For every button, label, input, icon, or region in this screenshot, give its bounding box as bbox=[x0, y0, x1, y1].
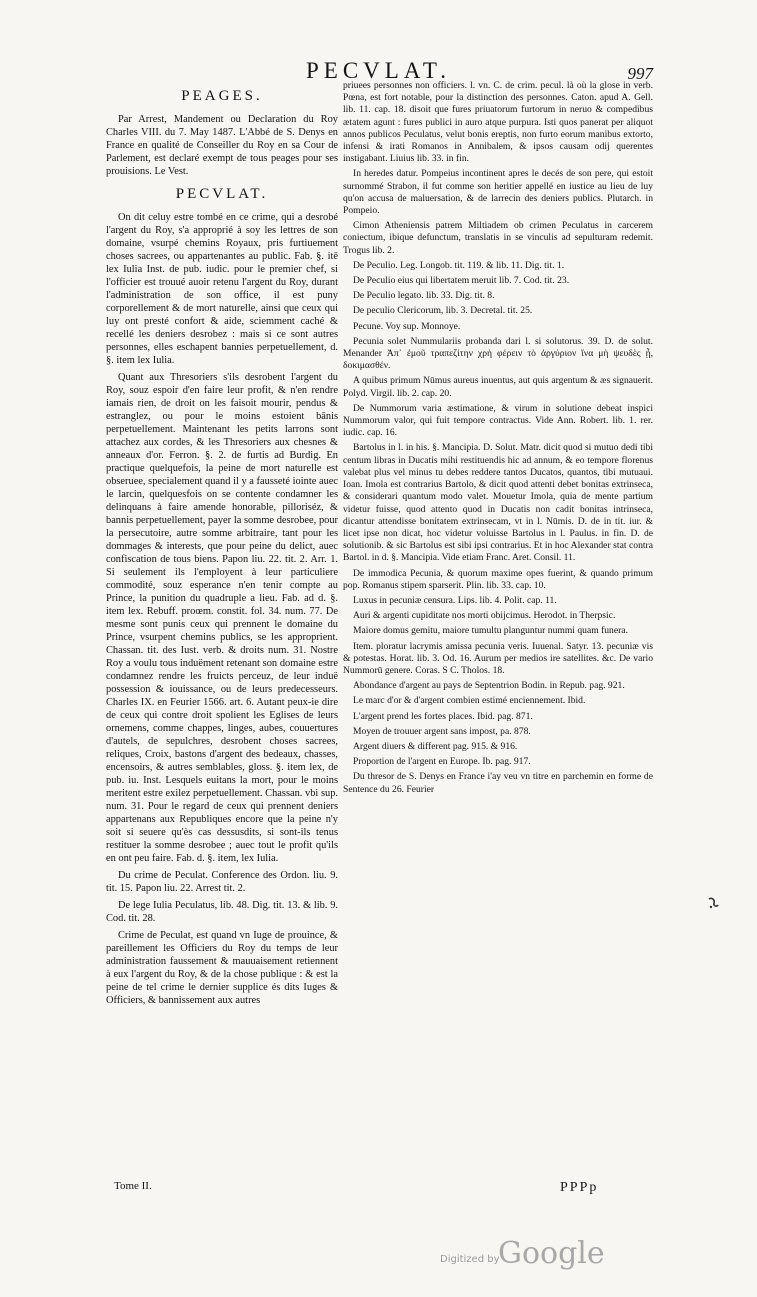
paragraph: Abondance d'argent au pays de Septentrion Bodin. in Repub. pag. 921. bbox=[353, 680, 625, 692]
paragraph: Du crime de Peculat. Conference des Ordon. liu. 9. tit. 15. Papon liu. 22. Arrest tit. 2. bbox=[106, 870, 338, 894]
paragraph: Crime de Peculat, est quand vn Iuge de prouince, & pareillement les Officiers du Roy du temps de leur administration faussement & mauuaisement retiennent à eux l'argent du Roy, & de la chose publique : & est la peine de tel crime le dernier supplice és dits Iuges & Officiers, & bannissement aux autres bbox=[106, 930, 338, 1006]
right-column bbox=[343, 80, 653, 799]
paragraph: Par Arrest, Mandement ou Declaration du Roy Charles VIII. du 7. May 1487. L'Abbé de S. Denys en France en qualité de Conseiller du Roy en sa Cour de Parlement, est declaré exempt de tous peages pour ses prouisions. Le Vest. bbox=[106, 114, 338, 177]
paragraph: De Nummorum varia æstimatione, & virum in solutione debeat inspici Nummorum valor, qui fuit tempore contractus. Vide Ann. Robert. lib. 1. rer. iudic. cap. 16. bbox=[343, 402, 653, 439]
paragraph: Item. ploratur lacrymis amissa pecunia veris. Iuuenal. Satyr. 13. pecuniæ vis & potestas. Horat. lib. 3. Od. 16. Aurum per medios ire satellites. &c. De vario Nummorū genere. Coras. S C. Tholos. 18. bbox=[343, 640, 653, 676]
paragraph: Cimon Atheniensis patrem Miltiadem ob crimen Peculatus in carcerem coniectum, ibique defunctum, translatis in se vinculis ad sepulturam redemit. Trogus lib. 2. bbox=[343, 220, 653, 256]
paragraph: Le marc d'or & d'argent combien estimé enciennement. Ibid. bbox=[353, 695, 586, 707]
section-title-peages: PEAGES. bbox=[181, 88, 263, 104]
paragraph: On dit celuy estre tombé en ce crime, qui a desrobé l'argent du Roy, s'a approprié à soy les lettres de son domaine, vsurpé chemins Royaux, pris furtiuement choses sacrees, ou appartenantes au public. Fab. §. itē lex Iulia Inst. de pub. iudic. pour le premier chef, si l'officier est trouué auoir retenu l'argent du Roy, durant l'administration de son office, il est puny corporellement & de mort naturelle, ainsi que ceux qui luy ont presté confort & aide, sciemment caché & recellé les deniers desrobez : mais si ce sont autres personnes, elles eschapent bannies perpetuellement, d. §. item lex Iulia. bbox=[106, 212, 338, 366]
signature-mark: PPPp bbox=[560, 1180, 599, 1195]
paragraph: Luxus in pecuniæ censura. Lips. lib. 4. Polit. cap. 11. bbox=[353, 594, 557, 606]
margin-ink-mark bbox=[706, 896, 720, 910]
paragraph: A quibus primum Nūmus aureus inuentus, aut quis argentum & æs signauerit. Polyd. Virgil. lib. 2. cap. 20. bbox=[343, 375, 653, 399]
digitized-watermark bbox=[440, 1236, 640, 1276]
page-number: 997 bbox=[627, 64, 653, 83]
paragraph: In heredes datur. Pompeius incontinent apres le decés de son pere, qui estoit surnommé Strabon, il fut comme son heritier appellé en iustice au lieu de luy qu'on accusa de maluersation, & de larrecin des deniers publics. Plutarch. in Pompeio. bbox=[343, 168, 653, 217]
paragraph: De Peculio. Leg. Longob. tit. 119. & lib. 11. Dig. tit. 1. bbox=[353, 259, 565, 271]
paragraph: Proportion de l'argent en Europe. Ib. pag. 917. bbox=[353, 756, 531, 768]
paragraph: De Peculio eius qui libertatem meruit lib. 7. Cod. tit. 23. bbox=[353, 275, 570, 287]
paragraph: Quant aux Thresoriers s'ils desrobent l'argent du Roy, souz espoir d'en faire leur profit, & n'en rendre iamais rien, de droit on les faisoit mourir, pendus & estranglez, ou pour le moins estoient bānis perpetuellement. Maintenant les petits larrons sont attachez aux cordes, & les Thresoriers aux chesnes & anneaux d'or. Ferron. §. 2. de furtis ad Burdig. En practique quelquefois, la peine de mort naturelle est obseruee, specialement quand il y a fausseté iointe auec le larcin, quelquesfois on se contente condamner les delinquans à faire amende honorable, pilloriséz, & bannis perpetuellement, payer la somme desrobee, pour la persecutoire, autre somme arbitraire, tant pour les dommages & interests, que pour peine du delict, auec confiscation de tous biens. Papon liu. 22. tit. 2. Arr. 1. Si seulement ils l'employent à leur particuliere commodité, souz esperance n'en tenir compte au Prince, la punition du quadruple a lieu. Fab. ad d. §. item lex. Rebuff. proœm. constit. fol. 34. num. 77. De mesme sont punis ceux qui prennent le domaine du Prince, vsurpent chemins publics, se les approprient. Chassan. tit. des Iust. verb. & droits num. 31. Nostre Roy a voulu tous induëment retenant son domaine estre condamnez rendre les fruicts perceuz, de leur induë possession & iouissance, ou de leurs predecesseurs. Charles IX. en Feurier 1566. art. 6. Autant peux-ie dire de ceux qui contre droit spolient les Eglises de leurs ornemens, comme chappes, linges, aubes, couuertures d'autels, de sepulchres, desrobent choses sacrees, reliques, Croix, bastons d'argent des bedeaux, chasses, encensoirs, & autres semblables, gloss. §. item lex, de pub. iu. Inst. Lesquels euitans la mort, pour le moins meritent estre exilez perpetuellement. Chassan. vbi sup. num. 31. Pour le regard de ceux qui prennent deniers appartenans aux Republiques encore que la peine n'y soit si seuere qu'ès cas dessusdits, si sont-ils tenus restituer la somme desrobee ; auec tout le profit qu'ils en ont peu faire. Fab. d. §. item, lex Iulia. bbox=[106, 372, 338, 864]
running-title: PECVLAT. bbox=[306, 58, 451, 83]
paragraph: Moyen de trouuer argent sans impost, pa. 878. bbox=[353, 725, 531, 737]
paragraph: De lege Iulia Peculatus, lib. 48. Dig. tit. 13. & lib. 9. Cod. tit. 28. bbox=[106, 900, 338, 924]
paragraph: Argent diuers & different pag. 915. & 916. bbox=[353, 740, 518, 752]
paragraph: De immodica Pecunia, & quorum maxime opes fuerint, & quando primum pop. Romanus stipem sparserit. Plin. lib. 33. cap. 10. bbox=[343, 567, 653, 591]
paragraph: Bartolus in l. in his. §. Mancipia. D. Solut. Matr. dicit quod si mutuo dedi tibi centum libras in Ducatis mihi restituendis hic ad annum, & eo tempore florenus valebat plus vel minus tu debes reddere tantos Ducatos, quantos, tibi mutuaui. Ioan. Imola est contrarius Bartolo, & dicit quod attenti debet bonitas extrinseca, & considerari quantum modo valet. Mouetur Imola, quia de mente partium videtur fuisse, quod attento quod in Ducatis non cadit bonitas intrinseca, dicantur attendisse bonitatem extrinsecam, vt in l. Nūmis. D. de in tit. iur. & licet ipse non dicat, hoc videtur voluisse Bartolus in l. Paulus. in fin. D. de solutionib. & sic Bartolus est sibi ipsi contrarius. Et in hoc Alexander stat contra Bartol. in d. §. Mancipia. Vide etiam Franc. Aret. Consil. 11. bbox=[343, 442, 653, 564]
paragraph: Maiore domus gemitu, maiore tumultu planguntur nummi quam funera. bbox=[353, 625, 628, 637]
google-logo: Google bbox=[498, 1236, 605, 1271]
paragraph: Du thresor de S. Denys en France i'ay veu vn titre en parchemin en forme de Sentence du 26. Feurier bbox=[343, 771, 653, 795]
paragraph: Pecune. Voy sup. Monnoye. bbox=[353, 320, 461, 332]
left-column bbox=[106, 80, 338, 1011]
paragraph: L'argent prend les fortes places. Ibid. pag. 871. bbox=[353, 710, 533, 722]
paragraph: De Peculio legato. lib. 33. Dig. tit. 8. bbox=[353, 290, 495, 302]
paragraph: Auri & argenti cupiditate nos morti obijcimus. Herodot. in Therpsic. bbox=[353, 610, 616, 622]
watermark-prefix: Digitized by bbox=[440, 1254, 500, 1265]
paragraph: priuees personnes non officiers. l. vn. C. de crim. pecul. là où la glose in verb. Pœna, est fort notable, pour la distinction des personnes. Caton. apud A. Gell. lib. 11. cap. 18. disoit que fures priuatorum furtorum in neruo & compedibus ætatem agunt : fures publici in auro atque purpura. Isti quos panerat per aliquot annos publicos Peculatus, velut bonis ereptis, non furto eorum manibus extorto, infensi & irati Romanos in Annibalem, & ipsos causam odij querentes instigabant. Liuius lib. 33. in fin. bbox=[343, 80, 653, 165]
paragraph: De peculio Clericorum, lib. 3. Decretal. tit. 25. bbox=[353, 305, 533, 317]
volume-label: Tome II. bbox=[114, 1180, 152, 1192]
section-title-peculat: PECVLAT. bbox=[175, 186, 269, 202]
paragraph: Pecunia solet Nummulariis probanda dari l. si solutorus. 39. D. de solut. Menander Ἀπ᾽ ἐμοῦ τραπεζίτην χρὴ φέρειν τὸ ἀργύριον ἵνα μὴ ψευδὲς ᾖ, δοκιμασθέν. bbox=[343, 335, 653, 372]
